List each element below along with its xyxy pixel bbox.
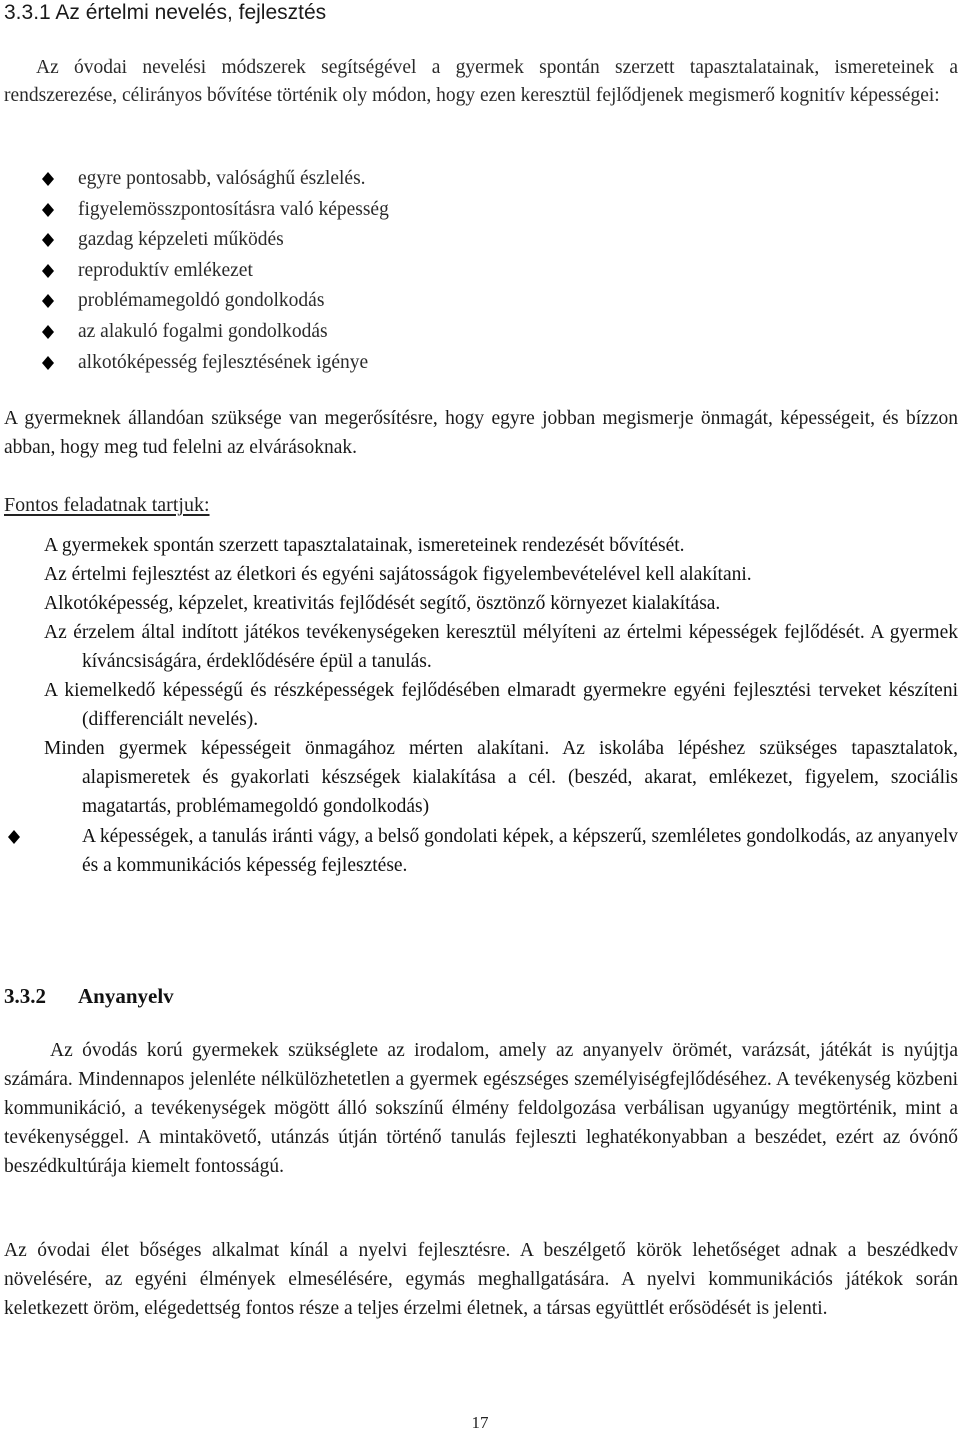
page-number: 17 [471,1413,489,1432]
list-item: gazdag képzeleti működés [40,225,389,256]
section-heading-3-3-1: 3.3.1 Az értelmi nevelés, fejlesztés [4,1,327,24]
diamond-bullet-icon [42,203,54,217]
intro-text: Az óvodai nevelési módszerek segítségével a gyermek spontán szerzett tapasztalatainak, ismereteinek a rendszerezése, célirányos bővítése történik oly módon, hogy ezen keresztül fejlődjenek megismerő kognitív képességei: [4,57,958,106]
language-paragraph-1 [4,1036,958,1181]
diamond-bullet-icon [42,264,54,278]
list-item: figyelemösszpontosításra való képesség [40,195,389,226]
task-item: Alkotóképesség, képzelet, kreativitás fejlődését segítő, ösztönző környezet kialakítása. [44,593,721,614]
intro-paragraph [4,54,958,110]
list-item: problémamegoldó gondolkodás [40,286,389,317]
list-item: az alakuló fogalmi gondolkodás [40,317,389,348]
paragraph-text: A gyermeknek állandóan szüksége van megerősítésre, hogy egyre jobban megismerje önmagát, képességeit, és bízzon abban, hogy meg tud felelni az elvárásoknak. [4,408,958,458]
diamond-bullet-icon [42,172,54,186]
diamond-bullet-icon [42,325,54,339]
task-item: Minden gyermek képességeit önmagához mérten alakítani. Az iskolába lépéshez szükséges tapasztalatok, alapismeretek és gyakorlati készségek kialakítása a cél. (beszéd, akarat, emlékezet, figyelem, szociális magatartás, problémamegoldó gondolkodás) [44,738,958,817]
task-item: Az érzelem által indított játékos tevékenységeken keresztül mélyíteni az értelmi képességek fejlődését. A gyermek kíváncsiságára, érdeklődésére épül a tanulás. [44,622,958,672]
paragraph-text: Az óvodás korú gyermekek szükséglete az irodalom, amely az anyanyelv örömét, varázsát, játékát is nyújtja számára. Mindennapos jelenléte nélkülözhetetlen a gyermek egészséges személyiségfejlődéséhez. A tevékenység közbeni kommunikáció, a tevékenységek mögött álló sokszínű élmény feldolgozása verbálisan ugyanúgy megtörténik, mint a tevékenységgel. A mintakövető, utánzás útján történő tanulás fejleszti leghatékonyabban a beszédet, ezért az óvónő beszédkultúrája kiemelt fontosságú. [4,1040,958,1177]
list-item: egyre pontosabb, valósághű észlelés. [40,164,389,195]
ability-bullet-list [40,164,389,378]
list-item: alkotóképesség fejlesztésének igénye [40,348,389,379]
diamond-bullet-icon [42,356,54,370]
task-item-bulleted: A képességek, a tanulás iránti vágy, a belső gondolati képek, a képszerű, szemléletes gondolkodás, az anyanyelv és a kommunikációs képesség fejlesztése. [44,822,958,880]
diamond-bullet-icon [42,233,54,247]
diamond-bullet-icon [8,830,20,844]
tasks-list [44,531,958,880]
affirmation-paragraph [4,404,958,462]
list-item: reproduktív emlékezet [40,256,389,287]
paragraph-text: Az óvodai élet bőséges alkalmat kínál a nyelvi fejlesztésre. A beszélgető körök lehetőséget adnak a beszédkedv növelésére, az egyéni élmények elmesélésére, egymás meghallgatására. A nyelvi kommunikációs játékok során keletkezett öröm, elégedettség fontos része a teljes érzelmi életnek, a társas együttlét erősödését is jelenti. [4,1240,958,1319]
language-paragraph-2 [4,1236,958,1323]
task-item: A gyermekek spontán szerzett tapasztalatainak, ismereteinek rendezését bővítését. [44,535,685,556]
section-heading-3-3-2 [4,982,174,1010]
task-item: A kiemelkedő képességű és részképességek fejlődésében elmaradt gyermekre egyéni fejlesztési terveket készíteni (differenciált nevelés). [44,680,958,730]
section-number: 3.3.2 [4,984,46,1008]
section-title: Anyanyelv [78,984,174,1008]
task-item: Az értelmi fejlesztést az életkori és egyéni sajátosságok figyelembevételével kell alakítani. [44,564,752,585]
tasks-heading: Fontos feladatnak tartjuk: [4,494,210,516]
diamond-bullet-icon [42,294,54,308]
